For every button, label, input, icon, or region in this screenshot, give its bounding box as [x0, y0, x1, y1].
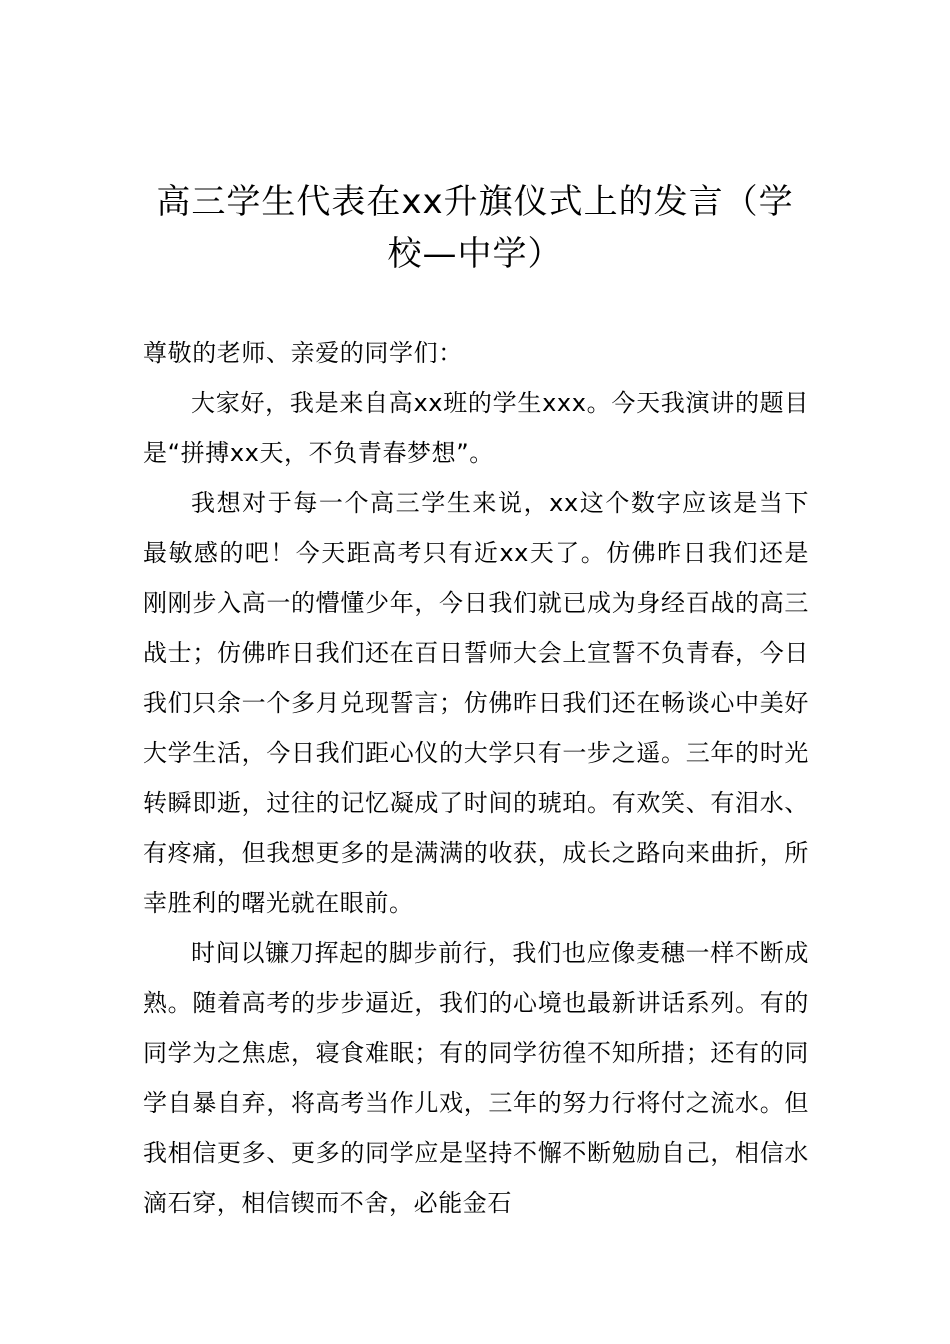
paragraph-encouragement: 时间以镰刀挥起的脚步前行，我们也应像麦穗一样不断成熟。随着高考的步步逼近，我们的心境也最新讲话系列。有的同学为之焦虑，寝食难眠；有的同学彷徨不知所措；还有的同学自暴自弃，将高考当作儿戏，三年的努力行将付之流水。但我相信更多、更多的同学应是坚持不懈不断勉励自己，相信水滴石穿，相信锲而不舍，必能金石	[143, 939, 809, 1217]
salutation: 尊敬的老师、亲爱的同学们：	[143, 339, 463, 367]
paragraph-reflection: 我想对于每一个高三学生来说，xx这个数字应该是当下最敏感的吧！今天距高考只有近xx天了。仿佛昨日我们还是刚刚步入高一的懵懂少年，今日我们就已成为身经百战的高三战士；仿佛昨日我们还在百日誓师大会上宣誓不负青春，今日我们只余一个多月兑现誓言；仿佛昨日我们还在畅谈心中美好大学生活，今日我们距心仪的大学只有一步之遥。三年的时光转瞬即逝，过往的记忆凝成了时间的琥珀。有欢笑、有泪水、有疼痛，但我想更多的是满满的收获，成长之路向来曲折，所幸胜利的曙光就在眼前。	[143, 489, 809, 917]
document-body	[143, 328, 809, 1228]
document-title: 高三学生代表在xx升旗仪式上的发言（学校—中学）	[156, 182, 794, 274]
paragraph-greeting: 大家好，我是来自高xx班的学生xxx。今天我演讲的题目是“拼搏xx天，不负青春梦想”。	[143, 389, 809, 467]
